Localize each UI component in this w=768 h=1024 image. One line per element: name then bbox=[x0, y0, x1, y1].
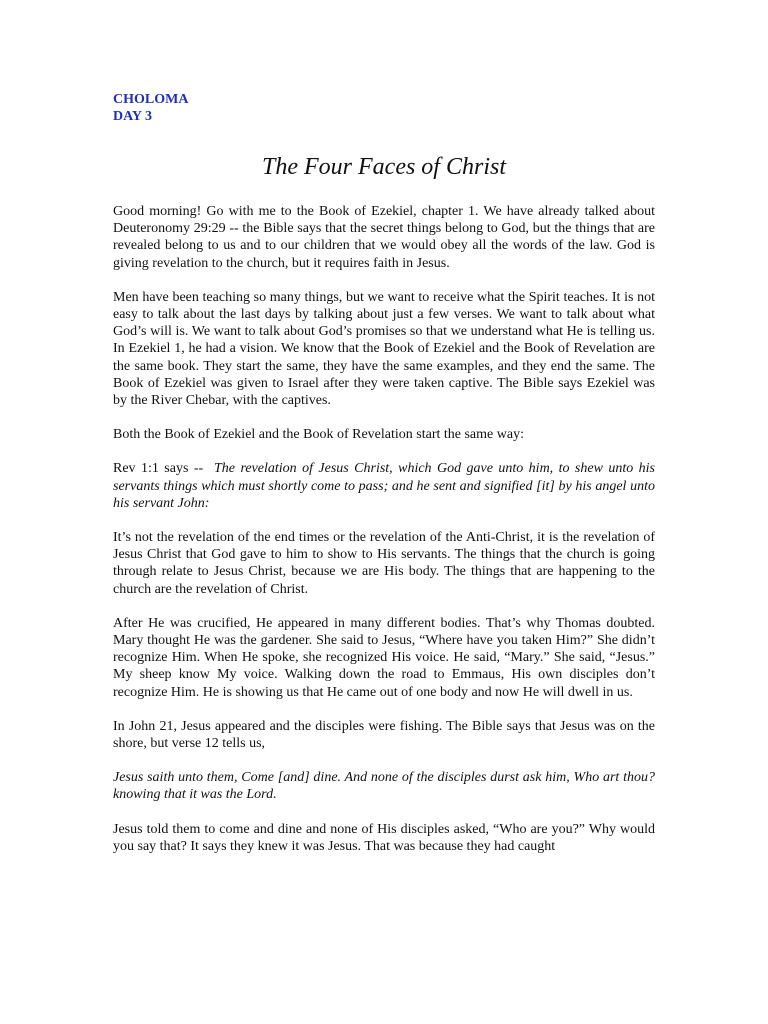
paragraph: Good morning! Go with me to the Book of Ezekiel, chapter 1. We have already talked about Deuteronomy 29:29 -- the Bible says that the secret things belong to God, but the things that are revealed belong to us and to our children that we would obey all the words of the law. God is giving revelation to the church, but it requires faith in Jesus. bbox=[113, 204, 655, 271]
location-label: CHOLOMA bbox=[113, 92, 189, 107]
day-label: DAY 3 bbox=[113, 109, 153, 124]
paragraph: Men have been teaching so many things, but we want to receive what the Spirit teaches. It is not easy to talk about the last days by talking about just a few verses. We want to talk about what God’s will is. We want to talk about God’s promises so that we understand what He is telling us. In Ezekiel 1, he had a vision. We know that the Book of Ezekiel and the Book of Revelation are the same book. They start the same, they have the same examples, and they end the same. The Book of Ezekiel was given to Israel after they were taken captive. The Bible says Ezekiel was by the River Chebar, with the captives. bbox=[113, 289, 655, 409]
paragraph: In John 21, Jesus appeared and the disciples were fishing. The Bible says that Jesus was on the shore, but verse 12 tells us, bbox=[113, 718, 655, 752]
paragraph: It’s not the revelation of the end times or the revelation of the Anti-Christ, it is the revelation of Jesus Christ that God gave to him to show to His servants. The things that the church is going through relate to Jesus Christ, because we are His body. The things that are happening to the church are the revelation of Christ. bbox=[113, 530, 655, 597]
scripture-quote: The revelation of Jesus Christ, which God gave unto him, to shew unto his servants things which must shortly come to pass; and he sent and signified [it] by his angel unto his servant John: bbox=[113, 461, 655, 511]
scripture-quote: Jesus saith unto them, Come [and] dine. And none of the disciples durst ask him, Who art thou? knowing that it was the Lord. bbox=[113, 770, 655, 803]
paragraph: After He was crucified, He appeared in many different bodies. That’s why Thomas doubted. Mary thought He was the gardener. She said to Jesus, “Where have you taken Him?” She didn’t recognize Him. When He spoke, she recognized His voice. He said, “Mary.” She said, “Jesus.” My sheep know My voice. Walking down the road to Emmaus, His own disciples don’t recognize Him. He is showing us that He came out of one body and now He will dwell in us. bbox=[113, 615, 655, 700]
scripture-reference: Rev 1:1 says -- bbox=[113, 461, 204, 477]
paragraph: Both the Book of Ezekiel and the Book of Revelation start the same way: bbox=[113, 427, 524, 443]
page-title: The Four Faces of Christ bbox=[262, 154, 506, 180]
paragraph: Jesus told them to come and dine and none of His disciples asked, “Who are you?” Why would you say that? It says they knew it was Jesus. That was because they had caught bbox=[113, 821, 655, 854]
scripture-quote-paragraph bbox=[113, 460, 655, 512]
